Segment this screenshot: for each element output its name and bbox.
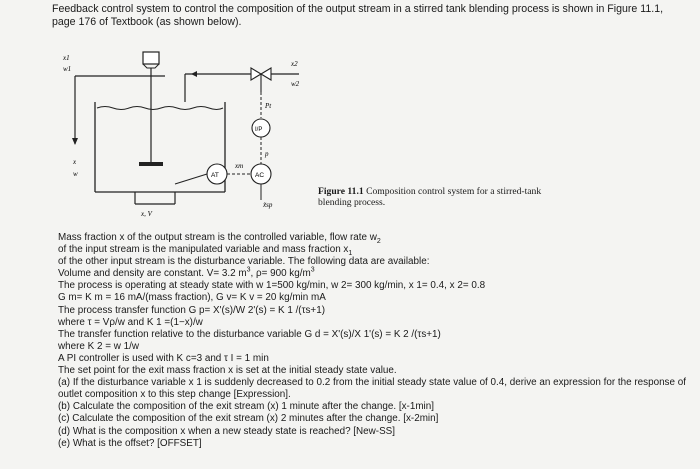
label-x1: x1	[63, 54, 70, 62]
label-at: AT	[211, 172, 219, 179]
label-ac: AC	[255, 172, 265, 179]
intro-text	[52, 3, 692, 29]
label-w: w	[73, 170, 78, 178]
intro-line-1: Feedback control system to control the composition of the output stream in a stirred tank blending process is shown in Figure 11.1,	[52, 3, 664, 15]
process-diagram	[55, 44, 355, 222]
control-valve-2	[261, 68, 271, 80]
inlet-1-arrow	[72, 138, 78, 145]
inlet-stream-2	[185, 74, 299, 102]
caption-text: Composition control system for a stirred-tank blending process.	[318, 186, 542, 208]
label-w1: w1	[63, 65, 72, 73]
problem-line-8: where τ = Vρ/w and K 1 =(1−x)/w	[58, 316, 203, 328]
inlet-2-arrow	[191, 71, 197, 77]
question-a: (a) If the disturbance variable x 1 is suddenly decreased to 0.2 from the initial steady state value of 0.4, derive an expression for the response of outlet composition x to this step change [Expression].	[58, 377, 686, 401]
label-x2: x2	[291, 60, 298, 68]
outlet-stream	[135, 192, 175, 204]
agitator-impeller	[139, 162, 163, 166]
label-xsp: x̃sp	[263, 201, 273, 209]
question-e: (e) What is the offset? [OFFSET]	[58, 437, 202, 449]
problem-line-1: Mass fraction x of the output stream is the controlled variable, flow rate $w_2$	[58, 232, 381, 245]
label-pt: Pt	[265, 102, 272, 110]
intro-line-2: page 176 of Textbook (as shown below).	[52, 16, 242, 28]
problem-line-7: The process transfer function G p= X'(s)/W 2'(s) = K 1 /(τs+1)	[58, 304, 325, 316]
agitator-motor	[143, 52, 159, 64]
problem-line-12: The set point for the exit mass fraction x is set at the initial steady state value.	[58, 365, 397, 377]
problem-line-10: where K 2 = w 1/w	[58, 340, 139, 352]
problem-line-11: A PI controller is used with K c=3 and τ I = 1 min	[58, 352, 269, 364]
question-c: (c) Calculate the composition of the exit stream (x) 2 minutes after the change. [x-2min]	[58, 413, 439, 425]
label-xv: x, V	[141, 210, 152, 218]
question-b: (b) Calculate the composition of the exit stream (x) 1 minute after the change. [x-1min]	[58, 401, 434, 413]
problem-line-3: of the other input stream is the disturbance variable. The following data are available:	[58, 256, 430, 268]
control-valve	[251, 68, 261, 80]
problem-line-2: of the input stream is the manipulated variable and mass fraction $x_1$	[58, 244, 353, 258]
label-p: p	[265, 150, 269, 158]
question-d: (d) What is the composition x when a new steady state is reached? [New-SS]	[58, 425, 396, 437]
stirred-tank	[95, 102, 225, 192]
caption-number: Figure 11.1	[318, 186, 364, 197]
problem-line-5: The process is operating at steady state with w 1=500 kg/min, w 2= 300 kg/min, x 1= 0.4, x 2= 0.8	[58, 280, 486, 292]
label-w2: w2	[291, 80, 300, 88]
sample-line	[175, 174, 207, 184]
problem-line-9: The transfer function relative to the disturbance variable G d = X'(s)/X 1'(s) = K 2 /(τs+1)	[58, 328, 441, 340]
label-ip: I/P	[255, 127, 263, 133]
label-xm: xm	[235, 162, 244, 170]
problem-statement	[58, 232, 688, 450]
liquid-level	[97, 107, 223, 110]
label-x: x	[73, 158, 77, 166]
problem-line-6: G m= K m = 16 mA/(mass fraction), G v= K v = 20 kg/min mA	[58, 292, 326, 304]
figure-caption	[318, 186, 548, 208]
problem-line-4: Volume and density are constant. V= 3.2 $m^3$, ρ= 900 $kg/m^3$	[58, 266, 315, 280]
